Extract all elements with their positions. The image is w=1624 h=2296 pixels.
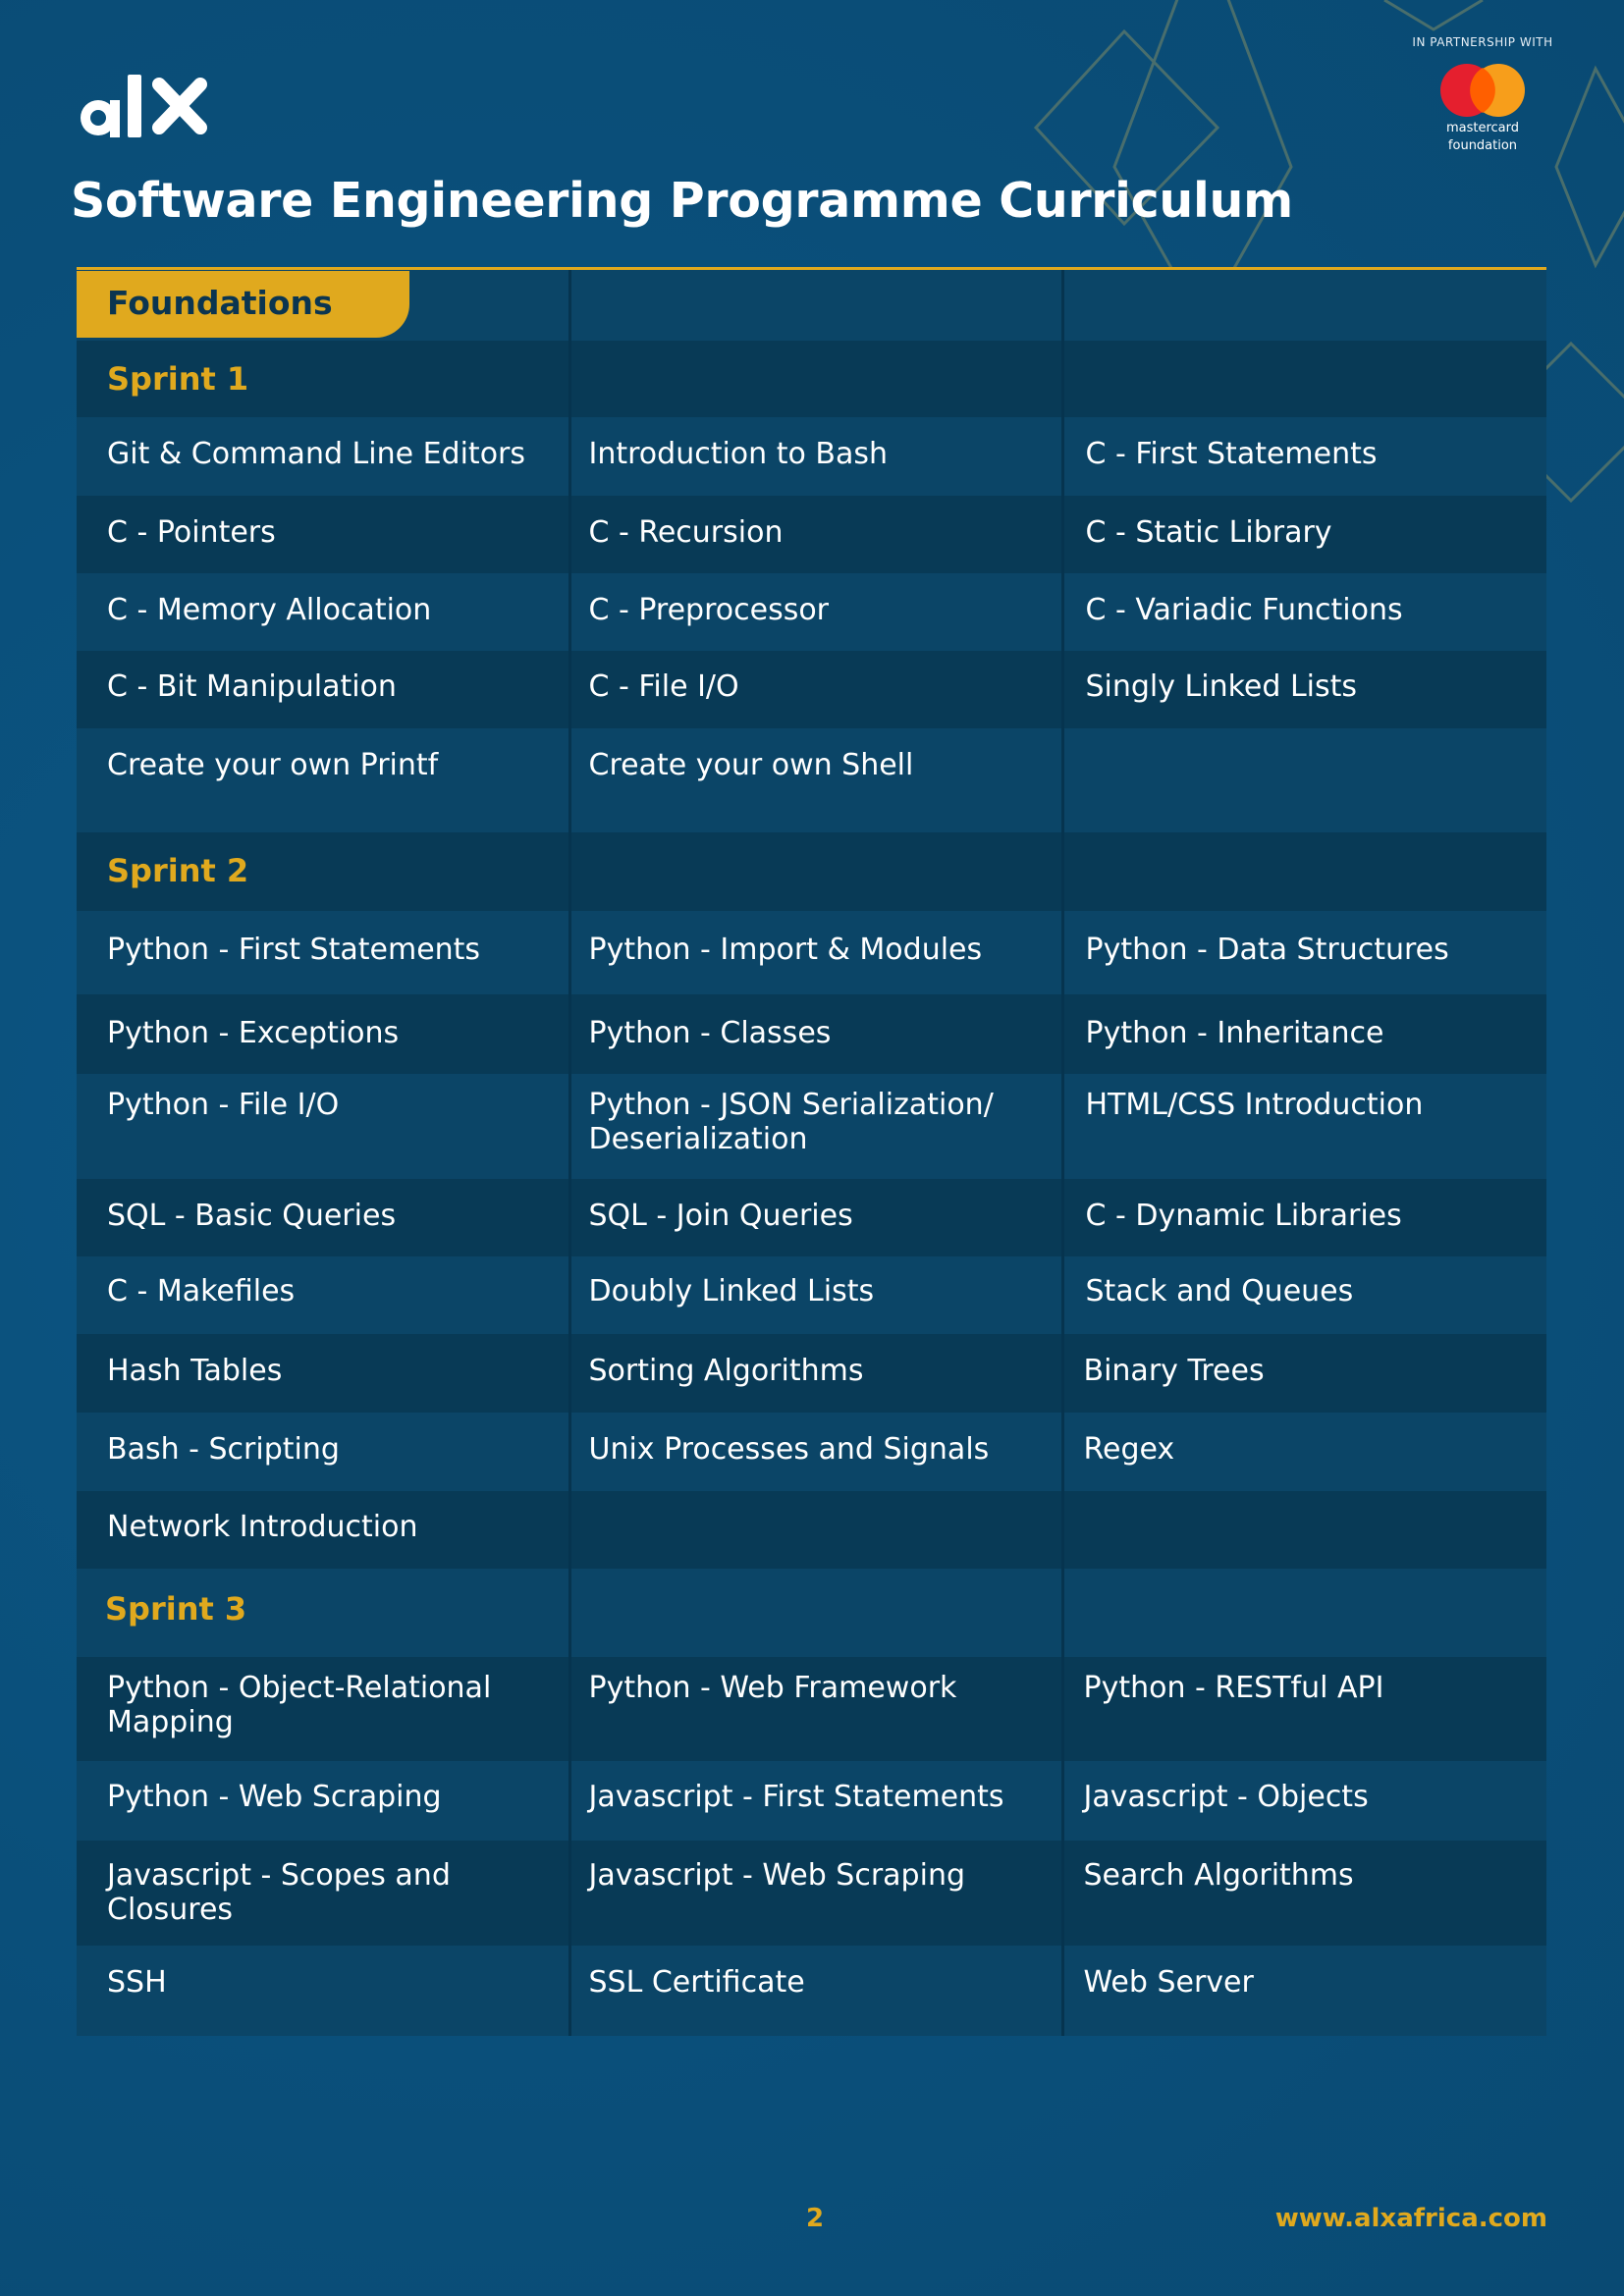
table-cell: Hash Tables (77, 1334, 569, 1413)
table-cell (1062, 1491, 1546, 1569)
partner-name-line1: mastercard (1445, 121, 1520, 135)
table-cell: Doubly Linked Lists (569, 1256, 1062, 1334)
partner-name-line2: foundation (1447, 138, 1518, 153)
table-cell: Unix Processes and Signals (569, 1413, 1062, 1491)
sprint-2-label: Sprint 2 (107, 852, 249, 889)
table-row (77, 573, 1546, 651)
table-cell: Python - Inheritance (1062, 994, 1546, 1074)
table-cell: Introduction to Bash (569, 417, 1062, 496)
sprint-3-label: Sprint 3 (105, 1590, 247, 1628)
table-cell: Git & Command Line Editors (77, 417, 569, 496)
table-row (77, 1074, 1546, 1179)
section-tab-foundations: Foundations (77, 271, 409, 338)
table-cell: Web Server (1062, 1946, 1546, 2036)
table-row (77, 417, 1546, 496)
section-header-row (77, 270, 1546, 341)
table-cell: Python - RESTful API (1062, 1657, 1546, 1761)
table-row (77, 1256, 1546, 1334)
alx-logo (73, 71, 210, 145)
section-cell (77, 270, 569, 341)
table-cell: C - First Statements (1062, 417, 1546, 496)
table-cell: Regex (1062, 1413, 1546, 1491)
mastercard-logo-icon (1437, 63, 1528, 118)
table-cell: Singly Linked Lists (1062, 651, 1546, 728)
table-cell: HTML/CSS Introduction (1062, 1074, 1546, 1179)
sprint-header-row (77, 1569, 1546, 1657)
table-row (77, 911, 1546, 994)
footer-website-link[interactable]: www.alxafrica.com (1274, 2204, 1547, 2233)
sprint-1-label: Sprint 1 (107, 360, 249, 398)
page-number: 2 (805, 2204, 825, 2233)
table-row (77, 1841, 1546, 1946)
table-cell: Sorting Algorithms (569, 1334, 1062, 1413)
table-cell: Create your own Printf (77, 728, 569, 832)
table-cell: Python - Web Scraping (77, 1761, 569, 1841)
table-row (77, 728, 1546, 832)
table-cell: Python - First Statements (77, 911, 569, 994)
table-cell (569, 1491, 1062, 1569)
table-row (77, 1491, 1546, 1569)
table-cell: C - Recursion (569, 496, 1062, 573)
table-cell: Network Introduction (77, 1491, 569, 1569)
partner-label: IN PARTNERSHIP WITH (1412, 35, 1553, 49)
table-cell: SQL - Basic Queries (77, 1179, 569, 1256)
table-row (77, 994, 1546, 1074)
table-cell: Python - Exceptions (77, 994, 569, 1074)
table-cell: Python - Object-Relational Mapping (77, 1657, 569, 1761)
table-cell: C - Pointers (77, 496, 569, 573)
table-cell: Stack and Queues (1062, 1256, 1546, 1334)
table-cell: Python - Web Framework (569, 1657, 1062, 1761)
table-cell: SQL - Join Queries (569, 1179, 1062, 1256)
table-row (77, 496, 1546, 573)
table-row (77, 1179, 1546, 1256)
table-row (77, 1413, 1546, 1491)
table-row (77, 1946, 1546, 2036)
table-cell: C - Variadic Functions (1062, 573, 1546, 651)
table-cell: Python - Classes (569, 994, 1062, 1074)
partner-block (1394, 35, 1571, 153)
table-cell: C - Dynamic Libraries (1062, 1179, 1546, 1256)
table-cell: C - Memory Allocation (77, 573, 569, 651)
table-cell: Bash - Scripting (77, 1413, 569, 1491)
table-cell: Javascript - Scopes and Closures (77, 1841, 569, 1946)
table-cell: SSL Certificate (569, 1946, 1062, 2036)
table-row (77, 1761, 1546, 1841)
table-cell: Python - File I/O (77, 1074, 569, 1179)
table-cell (1062, 728, 1546, 832)
table-cell: Javascript - Objects (1062, 1761, 1546, 1841)
table-cell: Create your own Shell (569, 728, 1062, 832)
table-row (77, 1334, 1546, 1413)
table-cell: C - Makefiles (77, 1256, 569, 1334)
table-cell: C - Preprocessor (569, 573, 1062, 651)
table-cell: Javascript - First Statements (569, 1761, 1062, 1841)
table-cell: Python - Import & Modules (569, 911, 1062, 994)
page-title: Software Engineering Programme Curriculum (71, 173, 1293, 229)
sprint-header-row (77, 341, 1546, 417)
table-row (77, 651, 1546, 728)
curriculum-table (77, 270, 1546, 2036)
table-row (77, 1657, 1546, 1761)
table-cell: Python - JSON Serialization/ Deserialization (569, 1074, 1062, 1179)
table-cell: Binary Trees (1062, 1334, 1546, 1413)
table-cell: SSH (77, 1946, 569, 2036)
table-cell: C - Bit Manipulation (77, 651, 569, 728)
table-cell: C - File I/O (569, 651, 1062, 728)
table-cell: C - Static Library (1062, 496, 1546, 573)
table-cell: Javascript - Web Scraping (569, 1841, 1062, 1946)
table-cell: Python - Data Structures (1062, 911, 1546, 994)
sprint-header-row (77, 832, 1546, 911)
table-cell: Search Algorithms (1062, 1841, 1546, 1946)
